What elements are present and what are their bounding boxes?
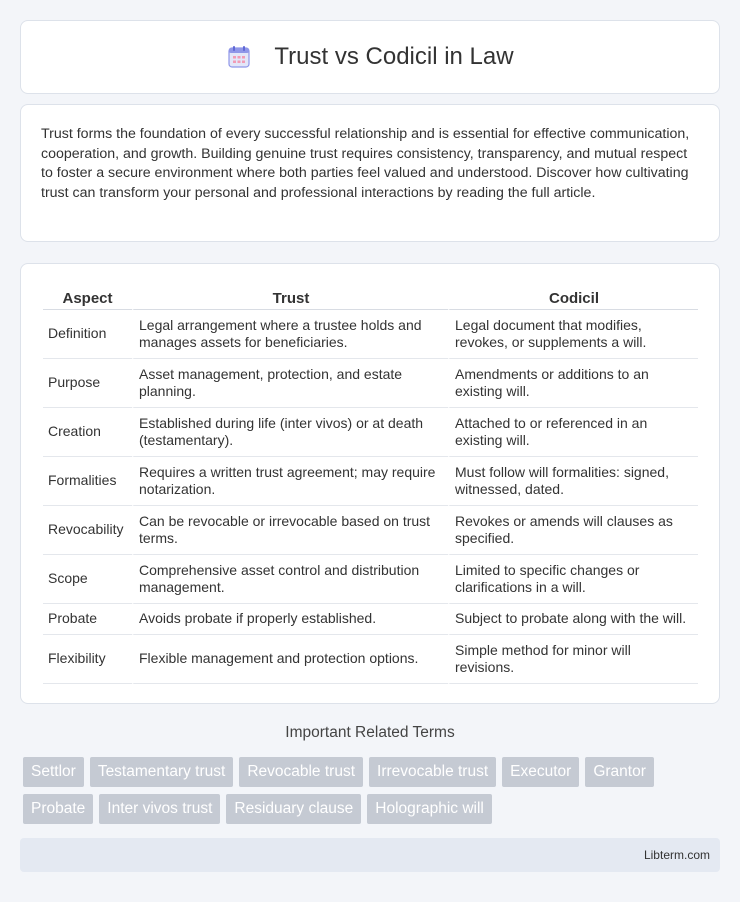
row-trust: Requires a written trust agreement; may require notarization. <box>132 457 448 506</box>
row-aspect: Definition <box>43 310 132 359</box>
table-row <box>43 457 698 506</box>
page-title: Trust vs Codicil in Law <box>274 43 514 70</box>
row-trust: Comprehensive asset control and distribution management. <box>132 555 448 604</box>
table-row <box>43 408 698 457</box>
row-aspect: Revocability <box>43 506 132 555</box>
comparison-table-card <box>20 263 720 704</box>
related-terms-title: Important Related Terms <box>285 724 455 741</box>
table-row <box>43 310 698 359</box>
table-header-row <box>43 284 698 310</box>
related-term-tag[interactable]: Residuary clause <box>226 794 361 824</box>
row-aspect: Flexibility <box>43 635 132 684</box>
intro-text: Trust forms the foundation of every successful relationship and is essential for effective communication, cooperation, and growth. Building genuine trust requires consistency, transparency, and mutual respect to foster a secure environment where both parties feel valued and understood. Discover how cultivating trust can transform your personal and professional interactions by reading the full article. <box>41 126 690 201</box>
table-row <box>43 604 698 635</box>
row-aspect: Scope <box>43 555 132 604</box>
related-term-tag[interactable]: Holographic will <box>367 794 492 824</box>
row-codicil: Amendments or additions to an existing will. <box>448 359 698 408</box>
table-row <box>43 506 698 555</box>
row-trust: Established during life (inter vivos) or at death (testamentary). <box>132 408 448 457</box>
related-term-tag[interactable]: Inter vivos trust <box>99 794 220 824</box>
related-term-tag[interactable]: Executor <box>502 757 579 787</box>
row-codicil: Simple method for minor will revisions. <box>448 635 698 684</box>
row-trust: Avoids probate if properly established. <box>132 604 448 635</box>
row-trust: Can be revocable or irrevocable based on trust terms. <box>132 506 448 555</box>
row-aspect: Probate <box>43 604 132 635</box>
footer-site-link[interactable]: Libterm.com <box>643 848 710 862</box>
row-aspect: Formalities <box>43 457 132 506</box>
header-trust: Trust <box>132 284 448 310</box>
table-row <box>43 635 698 684</box>
comparison-table <box>43 284 698 684</box>
header-card <box>20 20 720 94</box>
row-trust: Flexible management and protection options. <box>132 635 448 684</box>
footer <box>20 838 720 872</box>
related-term-tag[interactable]: Irrevocable trust <box>369 757 496 787</box>
header-aspect: Aspect <box>43 284 132 310</box>
intro-card <box>20 104 720 242</box>
row-trust: Legal arrangement where a trustee holds and manages assets for beneficiaries. <box>132 310 448 359</box>
related-term-tag[interactable]: Revocable trust <box>239 757 363 787</box>
table-row <box>43 359 698 408</box>
row-codicil: Revokes or amends will clauses as specified. <box>448 506 698 555</box>
row-trust: Asset management, protection, and estate planning. <box>132 359 448 408</box>
row-codicil: Legal document that modifies, revokes, or supplements a will. <box>448 310 698 359</box>
table-row <box>43 555 698 604</box>
row-codicil: Subject to probate along with the will. <box>448 604 698 635</box>
row-codicil: Attached to or referenced in an existing will. <box>448 408 698 457</box>
header-codicil: Codicil <box>448 284 698 310</box>
related-term-tag[interactable]: Probate <box>23 794 93 824</box>
row-aspect: Creation <box>43 408 132 457</box>
related-terms-list <box>23 757 723 831</box>
related-term-tag[interactable]: Settlor <box>23 757 84 787</box>
related-term-tag[interactable]: Testamentary trust <box>90 757 234 787</box>
calendar-icon <box>226 44 252 70</box>
row-aspect: Purpose <box>43 359 132 408</box>
row-codicil: Limited to specific changes or clarifications in a will. <box>448 555 698 604</box>
row-codicil: Must follow will formalities: signed, witnessed, dated. <box>448 457 698 506</box>
related-term-tag[interactable]: Grantor <box>585 757 654 787</box>
